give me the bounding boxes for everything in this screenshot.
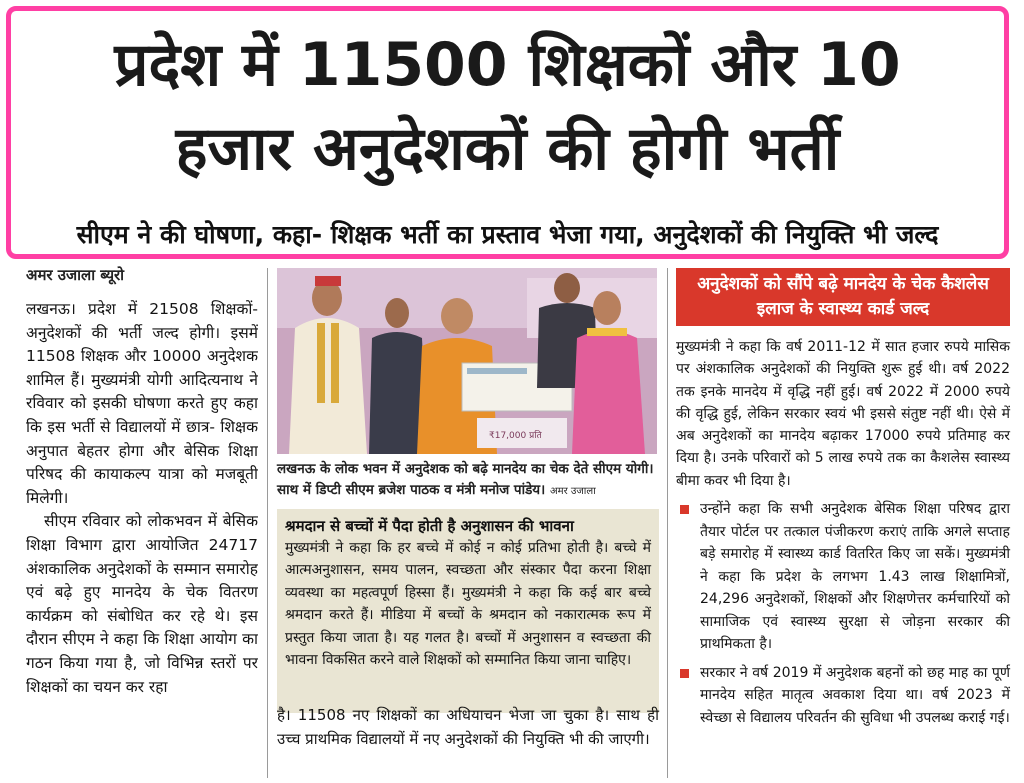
headline-line-2: हजार अनुदेशकों की होगी भर्ती — [175, 114, 840, 184]
cheque-board-text: ₹17,000 प्रति — [489, 431, 542, 441]
headline — [11, 23, 1004, 191]
headline-line-1: प्रदेश में 11500 शिक्षकों और 10 — [114, 30, 901, 100]
column-divider-1 — [267, 268, 268, 778]
subheadline: सीएम ने की घोषणा, कहा- शिक्षक भर्ती का प्रस्ताव भेजा गया, अनुदेशकों की नियुक्ति भी जल्द — [76, 220, 939, 249]
headline-box — [6, 6, 1009, 259]
bullet-text-1: उन्होंने कहा कि सभी अनुदेशक बेसिक शिक्षा परिषद द्वारा तैयार पोर्टल पर तत्काल पंजीकरण कराएं ताकि अगले सप्ताह बड़े समारोह में स्वास्थ्य कार्ड वितरित किए जा सकें। मुख्यमंत्री ने कहा कि प्रदेश के लगभग 1.43 लाख शिक्षामित्रों, 24,296 अनुदेशकों, शिक्षकों और शिक्षणेत्तर कर्मचारियों को सामाजिक एवं स्वास्थ्य सुरक्षा से जोड़ना सरकार की प्राथमिकता है। — [700, 501, 1010, 653]
story-paragraph-2: सीएम रविवार को लोकभवन में बेसिक शिक्षा विभाग द्वारा आयोजित 24717 अंशकालिक अनुदेशकों के सम्मान समारोह एवं बढ़े हुए मानदेय के चेक वितरण कार्यक्रम को संबोधित कर रहे थे। इस दौरान सीएम ने कहा कि शिक्षा आयोग का गठन किया गया है, जो विभिन्न स्तरों पर शिक्षकों का चयन कर रहा — [26, 512, 258, 696]
middle-continuation-text: है। 11508 नए शिक्षकों का अधियाचन भेजा जा चुका है। साथ ही उच्च प्राथमिक विद्यालयों में नए अनुदेशकों की नियुक्ति भी की जाएगी। — [277, 706, 659, 748]
news-photo — [277, 268, 657, 454]
photo-illustration — [277, 268, 657, 454]
story-paragraph-1: लखनऊ। प्रदेश में 21508 शिक्षकों- अनुदेशकों की भर्ती जल्द होगी। इसमें 11508 शिक्षक और 10000 अनुदेशक शामिल हैं। मुख्यमंत्री योगी आदित्यनाथ ने रविवार को इसकी घोषणा करते हुए कहा कि इस भर्ती से विद्यालयों में छात्र- शिक्षक अनुपात बेहतर होगा और बेसिक शिक्षा परिषद की कायाकल्प यात्रा को मजबूती मिलेगी। — [26, 300, 258, 507]
photo-caption — [277, 459, 657, 502]
photo-caption-text: लखनऊ के लोक भवन में अनुदेशक को बढ़े मानदेय का चेक देते सीएम योगी। साथ में डिप्टी सीएम ब्रजेश पाठक व मंत्री मनोज पांडेय। — [277, 461, 654, 498]
right-intro-text: मुख्यमंत्री ने कहा कि वर्ष 2011-12 में सात हजार रुपये मासिक पर अंशकालिक अनुदेशकों की नियुक्ति शुरू हुई थी। वर्ष 2022 तक इनके मानदेय में वृद्धि नहीं हुई। वर्ष 2022 में 2000 रुपये की वृद्धि हुई, लेकिन सरकार स्वयं भी इससे संतुष्ट नहीं थी। ऐसे में अब अनुदेशकों का मानदेय बढ़ाकर 17000 रुपये प्रतिमाह कर दिया है। उनके परिवारों को 5 लाख रुपये तक का कैशलेस स्वास्थ्य बीमा कवर भी दिया है। — [676, 339, 1010, 489]
right-headline-box: अनुदेशकों को सौंपे बढ़े मानदेय के चेक कैशलेस इलाज के स्वास्थ्य कार्ड जल्द — [676, 268, 1010, 326]
bullet-text-2: सरकार ने वर्ष 2019 में अनुदेशक बहनों को छह माह का पूर्ण मानदेय सहित मातृत्व अवकाश दिया था। वर्ष 2023 में स्वेच्छा से विद्यालय परिवर्तन की सुविधा भी उपलब्ध कराई गई। — [700, 664, 1010, 726]
bullet-square-icon — [680, 505, 689, 514]
byline: अमर उजाला ब्यूरो — [26, 266, 125, 284]
bullet-item-1 — [676, 498, 1010, 656]
boxed-story — [277, 509, 659, 713]
bullet-item-2 — [676, 662, 1010, 730]
boxed-story-title: श्रमदान से बच्चों में पैदा होती है अनुशासन की भावना — [285, 517, 574, 535]
boxed-story-text: मुख्यमंत्री ने कहा कि हर बच्चे में कोई न कोई प्रतिभा होती है। बच्चे में आत्मअनुशासन, समय पालन, स्वच्छता और संस्कार पैदा करना शिक्षा व्यवस्था का महत्वपूर्ण हिस्सा हैं। मुख्यमंत्री ने कहा कि कई बार बच्चे श्रमदान करते हैं। मीडिया में बच्चों के श्रमदान को नकारात्मक रूप में प्रस्तुत किया जाता है। यह गलत है। बच्चों में अनुशासन व स्वच्छता की भावना विकसित करने वाले शिक्षकों को सम्मानित किया जाना चाहिए। — [285, 540, 651, 669]
column-divider-2 — [667, 268, 668, 778]
right-column — [676, 268, 1010, 735]
bullet-square-icon — [680, 669, 689, 678]
photo-credit: अमर उजाला — [549, 486, 596, 497]
left-column — [26, 264, 258, 783]
